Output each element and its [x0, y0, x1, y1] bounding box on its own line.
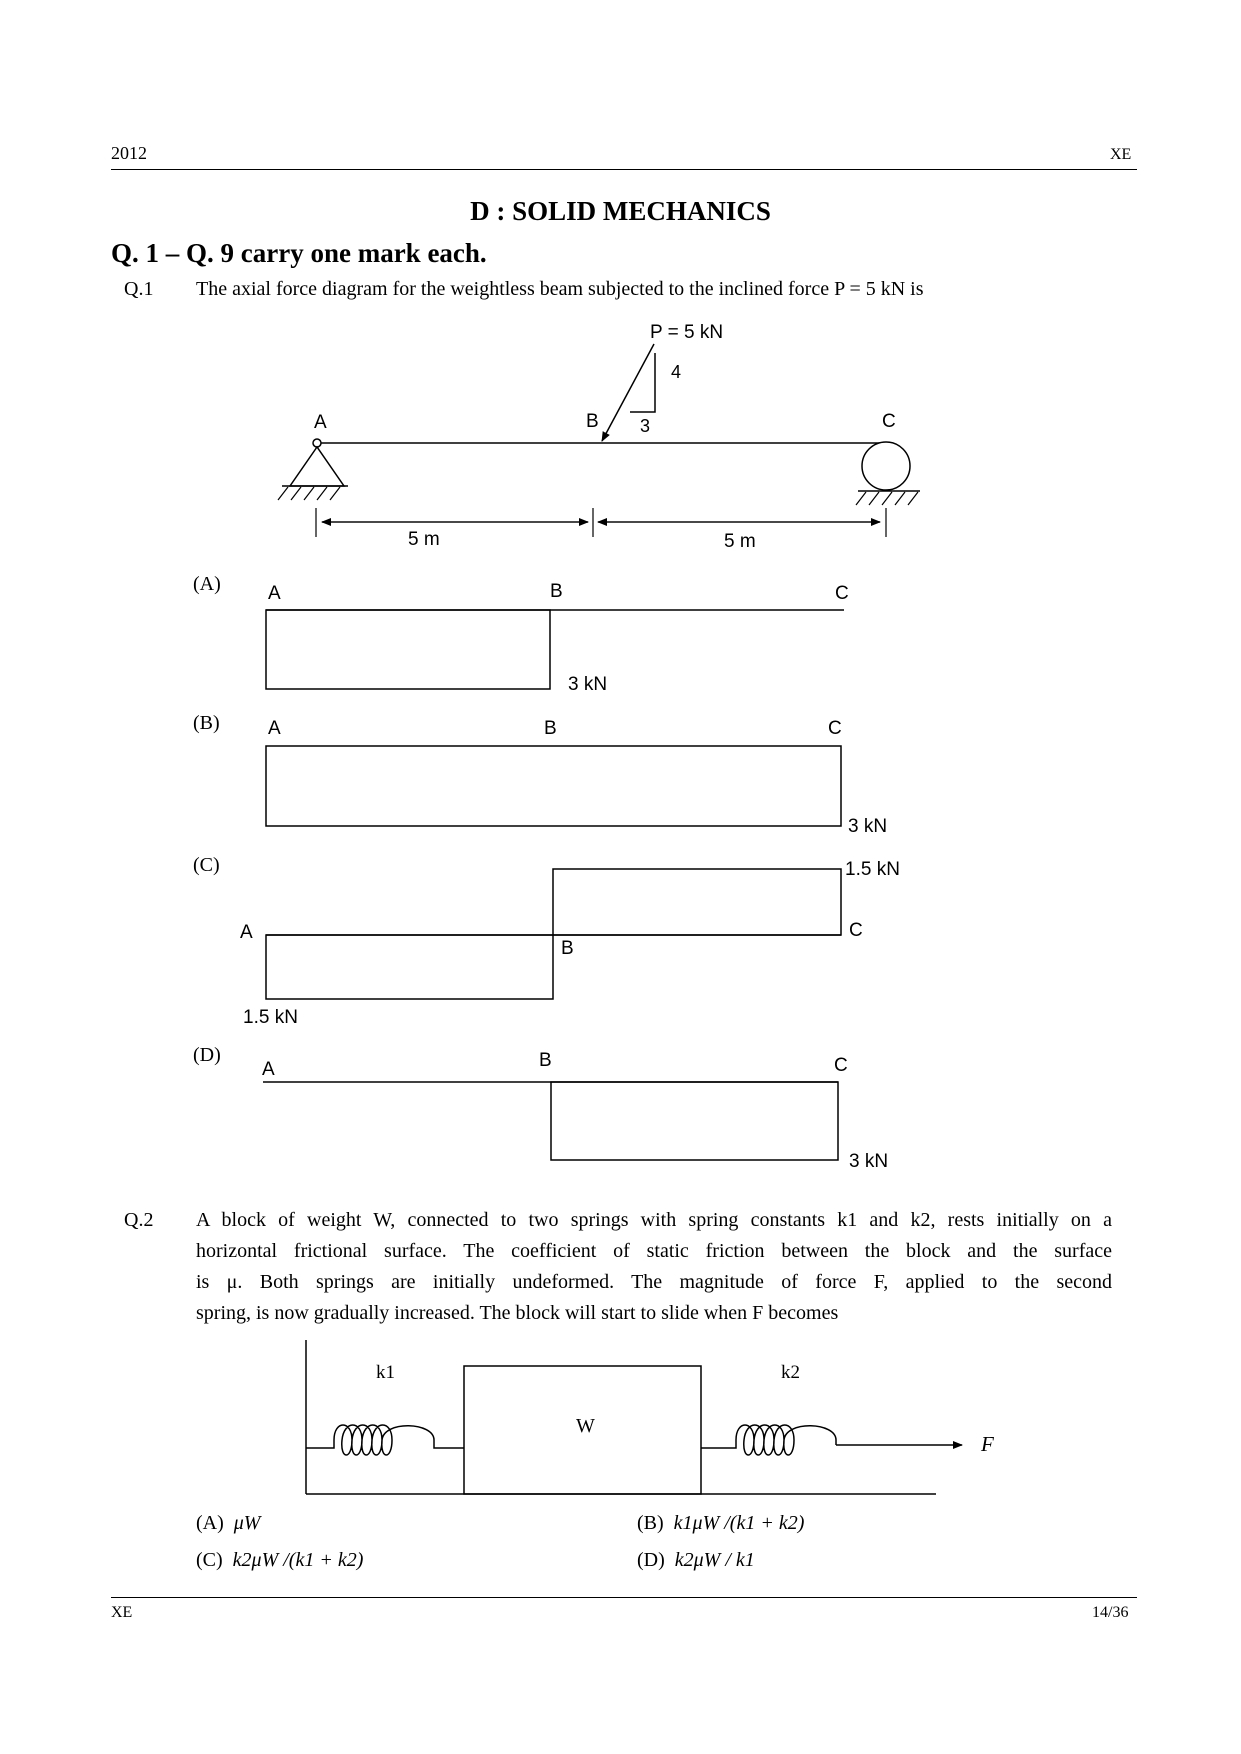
- q1-option-b-label: (B): [193, 712, 220, 734]
- dimension-lines: [316, 508, 886, 537]
- opt-b-value: 3 kN: [848, 816, 888, 837]
- q2-option-a-expr: μW: [233, 1512, 261, 1534]
- q2-text: [196, 1205, 1112, 1329]
- k1-label: k1: [376, 1362, 395, 1383]
- marks-heading: Q. 1 – Q. 9 carry one mark each.: [111, 238, 487, 268]
- q1-option-d-label: (D): [193, 1044, 221, 1066]
- q2-option-d-expr: k2μW / k1: [674, 1549, 755, 1571]
- opt-a-point-b: B: [550, 581, 563, 602]
- q1-option-a-label: (A): [193, 573, 221, 595]
- q1-option-a-diagram: [193, 573, 849, 695]
- q2-number: Q.2: [124, 1209, 154, 1231]
- opt-a-point-c: C: [835, 583, 849, 604]
- opt-c-value-top: 1.5 kN: [845, 859, 900, 880]
- q2-option-c-expr: k2μW /(k1 + k2): [232, 1549, 364, 1571]
- q2-figure: [306, 1340, 994, 1494]
- q1-option-b-diagram: [193, 712, 887, 837]
- spring-k1: [306, 1425, 464, 1455]
- q2-option-a-label: (A): [196, 1512, 224, 1534]
- q2-option-c: [196, 1549, 363, 1572]
- opt-b-point-a: A: [268, 718, 281, 739]
- header-code: XE: [1110, 146, 1132, 163]
- q1-text: The axial force diagram for the weightless beam subjected to the inclined force P = 5 kN is: [196, 278, 924, 300]
- q2-option-c-label: (C): [196, 1549, 223, 1571]
- opt-d-point-a: A: [262, 1059, 275, 1080]
- opt-d-point-b: B: [539, 1050, 552, 1071]
- q2-text-line-3: is μ. Both springs are initially undeformed. The magnitude of force F, applied to the second: [196, 1271, 1112, 1293]
- roller-support-c: [856, 442, 920, 505]
- span-bc-label: 5 m: [724, 531, 756, 552]
- q2-option-d-label: (D): [637, 1549, 665, 1571]
- q2-option-b-expr: k1μW /(k1 + k2): [673, 1512, 805, 1534]
- opt-d-value: 3 kN: [849, 1151, 889, 1172]
- q1-option-c-diagram: [193, 854, 900, 1028]
- q1-number: Q.1: [124, 278, 154, 300]
- k2-label: k2: [781, 1362, 800, 1383]
- opt-c-point-a: A: [240, 922, 253, 943]
- q1-option-d-diagram: [193, 1044, 888, 1172]
- q2-option-a: [196, 1512, 260, 1535]
- footer-code: XE: [111, 1604, 133, 1621]
- q2-option-d: [637, 1549, 755, 1572]
- force-p-label: P = 5 kN: [650, 322, 724, 343]
- spring-k2: [701, 1425, 836, 1455]
- opt-c-value-bottom: 1.5 kN: [243, 1007, 298, 1028]
- footer-rule: [111, 1597, 1137, 1598]
- section-title: D : SOLID MECHANICS: [470, 196, 771, 226]
- opt-b-point-b: B: [544, 718, 557, 739]
- opt-a-point-a: A: [268, 583, 281, 604]
- pin-support-a: [278, 439, 348, 500]
- span-ab-label: 5 m: [408, 529, 440, 550]
- q2-text-line-1: A block of weight W, connected to two springs with spring constants k1 and k2, rests initially on a: [196, 1209, 1112, 1231]
- point-c-label: C: [882, 411, 896, 432]
- opt-a-value: 3 kN: [568, 674, 608, 695]
- slope-run-label: 3: [640, 416, 651, 436]
- opt-c-point-b: B: [561, 938, 574, 959]
- q2-text-line-4: spring, is now gradually increased. The block will start to slide when F becomes: [196, 1302, 839, 1324]
- q2-text-line-2: horizontal frictional surface. The coefficient of static friction between the block and the surface: [196, 1240, 1112, 1262]
- q2-option-b-label: (B): [637, 1512, 664, 1534]
- q2-option-b: [637, 1512, 804, 1535]
- q1-option-c-label: (C): [193, 854, 220, 876]
- point-b-label: B: [586, 411, 599, 432]
- header-year: 2012: [111, 143, 147, 163]
- opt-b-point-c: C: [828, 718, 842, 739]
- footer-page: 14/36: [1092, 1604, 1129, 1621]
- point-a-label: A: [314, 412, 327, 433]
- force-f-label: F: [981, 1432, 994, 1456]
- slope-rise-label: 4: [671, 362, 682, 382]
- opt-d-point-c: C: [834, 1055, 848, 1076]
- opt-c-point-c: C: [849, 920, 863, 941]
- block-w-label: W: [576, 1415, 595, 1437]
